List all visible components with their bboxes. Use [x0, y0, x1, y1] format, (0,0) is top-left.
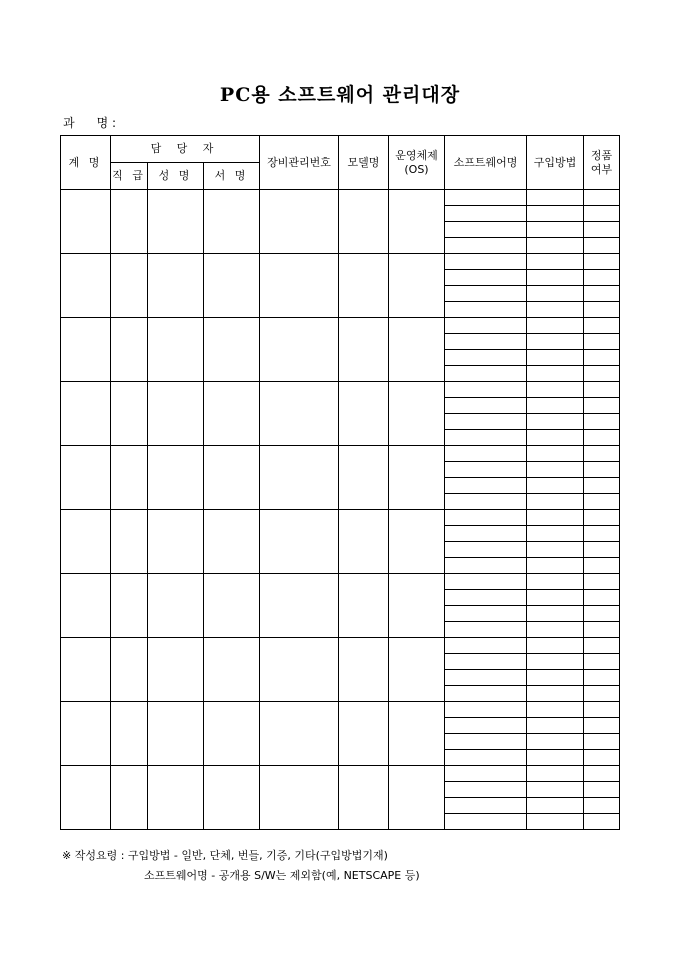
cell-purchase-method[interactable] [527, 766, 584, 782]
cell-software[interactable] [445, 414, 527, 430]
table-row [61, 446, 620, 462]
header-asset-number: 장비관리번호 [260, 136, 339, 190]
cell-asset-number[interactable] [260, 702, 339, 766]
cell-os[interactable] [389, 766, 445, 830]
cell-software[interactable] [445, 318, 527, 334]
cell-name[interactable] [148, 766, 204, 830]
cell-purchase-method[interactable] [527, 318, 584, 334]
cell-software[interactable] [445, 254, 527, 270]
table-row [61, 766, 620, 782]
header-purchase-method: 구입방법 [527, 136, 584, 190]
cell-genuine[interactable] [584, 238, 620, 254]
table-row [61, 638, 620, 654]
cell-software[interactable] [445, 398, 527, 414]
cell-genuine[interactable] [584, 542, 620, 558]
cell-genuine[interactable] [584, 334, 620, 350]
cell-asset-number[interactable] [260, 638, 339, 702]
cell-genuine[interactable] [584, 478, 620, 494]
cell-model[interactable] [339, 574, 389, 638]
cell-asset-number[interactable] [260, 446, 339, 510]
cell-department[interactable] [61, 254, 111, 318]
cell-rank[interactable] [111, 702, 148, 766]
cell-genuine[interactable] [584, 558, 620, 574]
cell-purchase-method[interactable] [527, 654, 584, 670]
cell-software[interactable] [445, 510, 527, 526]
cell-rank[interactable] [111, 190, 148, 254]
cell-os[interactable] [389, 510, 445, 574]
cell-purchase-method[interactable] [527, 446, 584, 462]
cell-purchase-method[interactable] [527, 510, 584, 526]
cell-software[interactable] [445, 766, 527, 782]
cell-name[interactable] [148, 382, 204, 446]
cell-purchase-method[interactable] [527, 606, 584, 622]
cell-genuine[interactable] [584, 254, 620, 270]
cell-genuine[interactable] [584, 462, 620, 478]
cell-genuine[interactable] [584, 686, 620, 702]
cell-purchase-method[interactable] [527, 302, 584, 318]
cell-signature[interactable] [204, 254, 260, 318]
cell-genuine[interactable] [584, 286, 620, 302]
department-label-part2: 명 : [96, 116, 117, 130]
cell-signature[interactable] [204, 318, 260, 382]
cell-purchase-method[interactable] [527, 398, 584, 414]
cell-software[interactable] [445, 270, 527, 286]
cell-department[interactable] [61, 766, 111, 830]
cell-genuine[interactable] [584, 622, 620, 638]
cell-software[interactable] [445, 286, 527, 302]
cell-department[interactable] [61, 446, 111, 510]
cell-software[interactable] [445, 654, 527, 670]
cell-purchase-method[interactable] [527, 718, 584, 734]
cell-genuine[interactable] [584, 574, 620, 590]
cell-purchase-method[interactable] [527, 686, 584, 702]
department-label [63, 114, 116, 131]
header-model: 모델명 [339, 136, 389, 190]
cell-purchase-method[interactable] [527, 526, 584, 542]
cell-purchase-method[interactable] [527, 206, 584, 222]
cell-asset-number[interactable] [260, 318, 339, 382]
cell-os[interactable] [389, 190, 445, 254]
cell-signature[interactable] [204, 510, 260, 574]
cell-department[interactable] [61, 382, 111, 446]
writing-guidelines [62, 846, 420, 886]
cell-os[interactable] [389, 382, 445, 446]
guideline-purchase-method: ※ 작성요령 : 구입방법 - 일반, 단체, 번들, 기증, 기타(구입방법기재) [62, 849, 388, 862]
cell-purchase-method[interactable] [527, 190, 584, 206]
table-row [61, 382, 620, 398]
cell-model[interactable] [339, 190, 389, 254]
cell-software[interactable] [445, 478, 527, 494]
cell-software[interactable] [445, 430, 527, 446]
cell-rank[interactable] [111, 766, 148, 830]
cell-asset-number[interactable] [260, 190, 339, 254]
cell-software[interactable] [445, 446, 527, 462]
cell-department[interactable] [61, 510, 111, 574]
cell-signature[interactable] [204, 382, 260, 446]
cell-purchase-method[interactable] [527, 334, 584, 350]
cell-software[interactable] [445, 494, 527, 510]
cell-software[interactable] [445, 190, 527, 206]
cell-software[interactable] [445, 526, 527, 542]
cell-purchase-method[interactable] [527, 750, 584, 766]
cell-genuine[interactable] [584, 766, 620, 782]
table-row [61, 702, 620, 718]
cell-purchase-method[interactable] [527, 734, 584, 750]
cell-asset-number[interactable] [260, 254, 339, 318]
cell-genuine[interactable] [584, 206, 620, 222]
cell-asset-number[interactable] [260, 382, 339, 446]
cell-genuine[interactable] [584, 814, 620, 830]
cell-purchase-method[interactable] [527, 590, 584, 606]
cell-asset-number[interactable] [260, 766, 339, 830]
cell-purchase-method[interactable] [527, 670, 584, 686]
header-rank: 직 급 [111, 163, 148, 190]
cell-signature[interactable] [204, 574, 260, 638]
cell-name[interactable] [148, 510, 204, 574]
cell-name[interactable] [148, 254, 204, 318]
cell-name[interactable] [148, 702, 204, 766]
cell-purchase-method[interactable] [527, 350, 584, 366]
cell-genuine[interactable] [584, 782, 620, 798]
cell-genuine[interactable] [584, 654, 620, 670]
cell-purchase-method[interactable] [527, 574, 584, 590]
cell-purchase-method[interactable] [527, 222, 584, 238]
table-row [61, 510, 620, 526]
cell-genuine[interactable] [584, 750, 620, 766]
cell-genuine[interactable] [584, 606, 620, 622]
cell-genuine[interactable] [584, 398, 620, 414]
cell-os[interactable] [389, 702, 445, 766]
cell-purchase-method[interactable] [527, 558, 584, 574]
cell-genuine[interactable] [584, 430, 620, 446]
cell-purchase-method[interactable] [527, 270, 584, 286]
table-row [61, 254, 620, 270]
cell-software[interactable] [445, 606, 527, 622]
table-row [61, 574, 620, 590]
cell-model[interactable] [339, 382, 389, 446]
cell-software[interactable] [445, 670, 527, 686]
cell-asset-number[interactable] [260, 510, 339, 574]
cell-software[interactable] [445, 798, 527, 814]
cell-purchase-method[interactable] [527, 782, 584, 798]
cell-os[interactable] [389, 638, 445, 702]
header-name: 성 명 [148, 163, 204, 190]
header-manager: 담 당 자 [111, 136, 260, 163]
cell-software[interactable] [445, 302, 527, 318]
cell-signature[interactable] [204, 766, 260, 830]
cell-rank[interactable] [111, 574, 148, 638]
cell-software[interactable] [445, 206, 527, 222]
cell-os[interactable] [389, 446, 445, 510]
cell-model[interactable] [339, 702, 389, 766]
cell-purchase-method[interactable] [527, 638, 584, 654]
cell-purchase-method[interactable] [527, 254, 584, 270]
cell-software[interactable] [445, 222, 527, 238]
cell-purchase-method[interactable] [527, 798, 584, 814]
cell-genuine[interactable] [584, 494, 620, 510]
page-title: PC용 소프트웨어 관리대장 [219, 84, 461, 106]
cell-software[interactable] [445, 462, 527, 478]
cell-purchase-method[interactable] [527, 494, 584, 510]
cell-software[interactable] [445, 350, 527, 366]
cell-name[interactable] [148, 638, 204, 702]
cell-purchase-method[interactable] [527, 430, 584, 446]
cell-software[interactable] [445, 814, 527, 830]
cell-purchase-method[interactable] [527, 622, 584, 638]
cell-os[interactable] [389, 318, 445, 382]
cell-genuine[interactable] [584, 318, 620, 334]
cell-purchase-method[interactable] [527, 238, 584, 254]
cell-software[interactable] [445, 638, 527, 654]
cell-genuine[interactable] [584, 702, 620, 718]
cell-software[interactable] [445, 542, 527, 558]
cell-software[interactable] [445, 366, 527, 382]
cell-software[interactable] [445, 238, 527, 254]
cell-software[interactable] [445, 334, 527, 350]
guideline-software-name: 소프트웨어명 - 공개용 S/W는 제외함(예, NETSCAPE 등) [144, 869, 420, 882]
cell-signature[interactable] [204, 190, 260, 254]
cell-asset-number[interactable] [260, 574, 339, 638]
cell-purchase-method[interactable] [527, 414, 584, 430]
cell-model[interactable] [339, 254, 389, 318]
cell-purchase-method[interactable] [527, 462, 584, 478]
cell-software[interactable] [445, 782, 527, 798]
cell-genuine[interactable] [584, 718, 620, 734]
software-ledger-table [60, 135, 620, 830]
cell-genuine[interactable] [584, 222, 620, 238]
cell-model[interactable] [339, 318, 389, 382]
cell-purchase-method[interactable] [527, 478, 584, 494]
cell-software[interactable] [445, 734, 527, 750]
cell-department[interactable] [61, 190, 111, 254]
cell-software[interactable] [445, 750, 527, 766]
header-department: 계 명 [61, 136, 111, 190]
table-row [61, 318, 620, 334]
cell-purchase-method[interactable] [527, 382, 584, 398]
cell-rank[interactable] [111, 638, 148, 702]
cell-purchase-method[interactable] [527, 542, 584, 558]
header-software: 소프트웨어명 [445, 136, 527, 190]
cell-model[interactable] [339, 638, 389, 702]
cell-genuine[interactable] [584, 510, 620, 526]
cell-software[interactable] [445, 590, 527, 606]
cell-genuine[interactable] [584, 638, 620, 654]
cell-name[interactable] [148, 446, 204, 510]
cell-model[interactable] [339, 766, 389, 830]
cell-software[interactable] [445, 718, 527, 734]
cell-genuine[interactable] [584, 270, 620, 286]
cell-os[interactable] [389, 574, 445, 638]
cell-signature[interactable] [204, 446, 260, 510]
cell-department[interactable] [61, 318, 111, 382]
cell-purchase-method[interactable] [527, 702, 584, 718]
cell-rank[interactable] [111, 382, 148, 446]
cell-rank[interactable] [111, 510, 148, 574]
cell-genuine[interactable] [584, 302, 620, 318]
cell-signature[interactable] [204, 702, 260, 766]
cell-rank[interactable] [111, 446, 148, 510]
cell-purchase-method[interactable] [527, 814, 584, 830]
cell-signature[interactable] [204, 638, 260, 702]
cell-os[interactable] [389, 254, 445, 318]
cell-genuine[interactable] [584, 798, 620, 814]
cell-software[interactable] [445, 574, 527, 590]
header-os: 운영체제 (OS) [389, 136, 445, 190]
cell-department[interactable] [61, 574, 111, 638]
cell-rank[interactable] [111, 254, 148, 318]
table-row [61, 190, 620, 206]
header-signature: 서 명 [204, 163, 260, 190]
cell-name[interactable] [148, 318, 204, 382]
cell-software[interactable] [445, 558, 527, 574]
cell-software[interactable] [445, 382, 527, 398]
cell-software[interactable] [445, 686, 527, 702]
cell-genuine[interactable] [584, 734, 620, 750]
cell-purchase-method[interactable] [527, 366, 584, 382]
cell-model[interactable] [339, 510, 389, 574]
cell-model[interactable] [339, 446, 389, 510]
cell-genuine[interactable] [584, 526, 620, 542]
cell-software[interactable] [445, 622, 527, 638]
cell-genuine[interactable] [584, 670, 620, 686]
cell-department[interactable] [61, 638, 111, 702]
cell-genuine[interactable] [584, 382, 620, 398]
cell-genuine[interactable] [584, 190, 620, 206]
cell-name[interactable] [148, 190, 204, 254]
cell-department[interactable] [61, 702, 111, 766]
cell-genuine[interactable] [584, 446, 620, 462]
cell-software[interactable] [445, 702, 527, 718]
cell-genuine[interactable] [584, 350, 620, 366]
cell-purchase-method[interactable] [527, 286, 584, 302]
cell-genuine[interactable] [584, 366, 620, 382]
cell-name[interactable] [148, 574, 204, 638]
cell-genuine[interactable] [584, 414, 620, 430]
department-label-part1: 과 [63, 116, 75, 130]
cell-rank[interactable] [111, 318, 148, 382]
cell-genuine[interactable] [584, 590, 620, 606]
header-genuine: 정품 여부 [584, 136, 620, 190]
